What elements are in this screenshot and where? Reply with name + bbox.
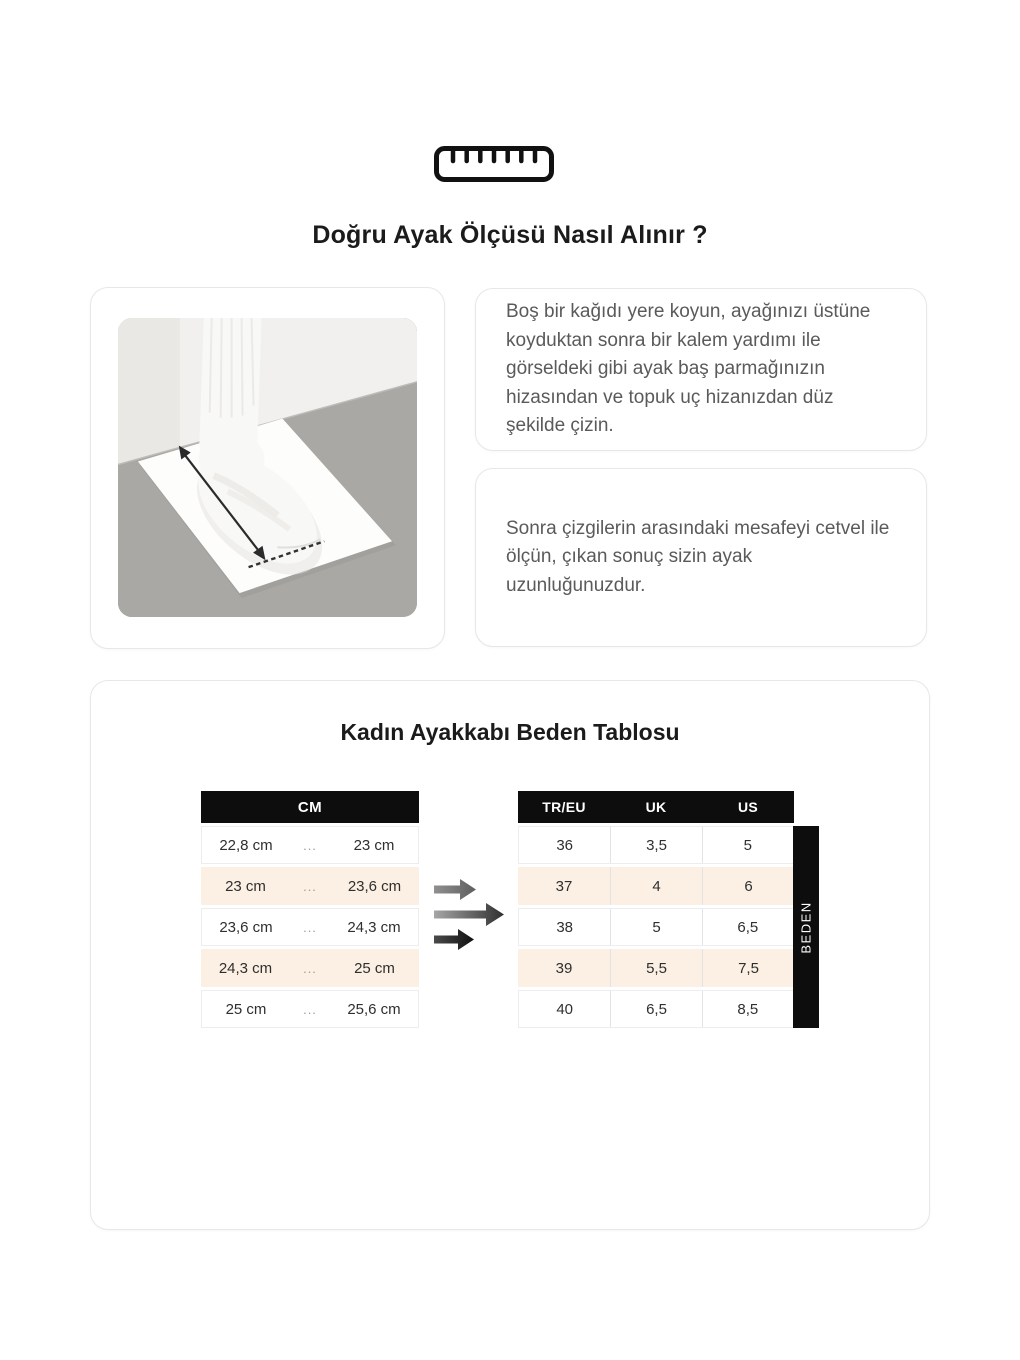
foot-measurement-photo [118, 318, 417, 617]
size-uk: 5 [610, 909, 701, 945]
instruction-step-1: Boş bir kağıdı yere koyun, ayağınızı üstüne koyduktan sonra bir kalem yardımı ile görseldeki gibi ayak baş parmağınızın hizasından ve topuk uç hizanızdan düz şekilde çizin. [506, 301, 871, 437]
size-us: 6 [702, 867, 794, 905]
size-table-card [90, 680, 930, 1230]
range-ellipsis: ... [303, 1001, 317, 1017]
table-row [201, 949, 419, 987]
table-row [201, 826, 419, 864]
table-row [518, 949, 794, 987]
range-ellipsis: ... [303, 878, 317, 894]
cm-from: 25 cm [225, 1000, 267, 1018]
cm-table-header: CM [201, 791, 419, 823]
table-row [518, 908, 794, 946]
cm-to: 23,6 cm [347, 877, 402, 895]
foot-photo-card [90, 287, 445, 649]
size-table-header-row [518, 791, 794, 823]
range-ellipsis: ... [303, 837, 317, 853]
size-treu: 40 [556, 1000, 573, 1018]
size-treu: 38 [556, 918, 573, 936]
table-row [201, 990, 419, 1028]
international-size-table [518, 791, 794, 1028]
table-row [518, 990, 794, 1028]
table-row [201, 867, 419, 905]
size-uk: 4 [610, 867, 702, 905]
page-title: Doğru Ayak Ölçüsü Nasıl Alınır ? [312, 221, 708, 249]
cm-from: 23 cm [225, 877, 266, 895]
cm-to: 25,6 cm [347, 1000, 401, 1018]
size-uk: 3,5 [610, 827, 701, 863]
size-section-title: Kadın Ayakkabı Beden Tablosu [340, 719, 680, 745]
instruction-card-1 [475, 288, 927, 451]
cm-table [201, 791, 419, 1028]
size-uk: 5,5 [610, 949, 702, 987]
col-header-us: US [737, 799, 759, 815]
cm-to: 23 cm [353, 836, 395, 854]
range-ellipsis: ... [303, 919, 317, 935]
cm-from: 22,8 cm [219, 836, 273, 854]
size-treu: 39 [555, 959, 573, 977]
col-header-uk: UK [645, 799, 667, 815]
size-treu: 37 [555, 877, 573, 895]
size-us: 7,5 [702, 949, 794, 987]
cm-from: 24,3 cm [218, 959, 273, 977]
ruler-icon [434, 146, 554, 182]
cm-from: 23,6 cm [219, 918, 273, 936]
table-row [201, 908, 419, 946]
size-uk: 6,5 [610, 991, 701, 1027]
instruction-step-2: Sonra çizgilerin arasındaki mesafeyi cetvel ile ölçün, çıkan sonuç sizin ayak uzunluğunuzdur. [506, 517, 890, 596]
beden-side-label: BEDEN [793, 826, 819, 1028]
cm-to: 24,3 cm [347, 918, 401, 936]
range-ellipsis: ... [303, 960, 317, 976]
size-us: 8,5 [702, 991, 793, 1027]
cm-to: 25 cm [354, 959, 395, 977]
instruction-card-2 [475, 468, 927, 647]
size-us: 6,5 [702, 909, 793, 945]
size-treu: 36 [556, 836, 573, 854]
table-row [518, 826, 794, 864]
table-row [518, 867, 794, 905]
transfer-arrows-icon [432, 878, 508, 950]
size-us: 5 [702, 827, 793, 863]
col-header-treu: TR/EU [542, 799, 586, 815]
